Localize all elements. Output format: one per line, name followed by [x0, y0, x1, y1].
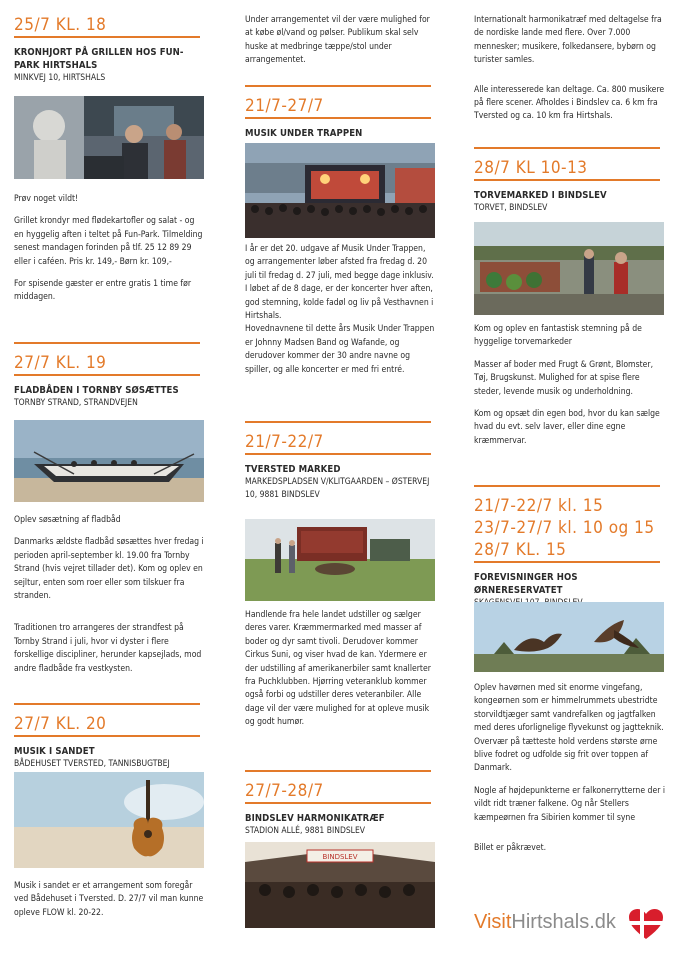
logo-text-part: Hirtshals [511, 911, 590, 933]
logo-text [474, 911, 616, 934]
event-title: BINDSLEV HARMONIKATRÆF [245, 813, 385, 824]
event-date: 28/7 KL 10-13 [474, 158, 588, 178]
event-title: TORVEMARKED I BINDSLEV [474, 190, 607, 201]
paragraph: Under arrangementet vil der være mulighed for at købe øl/vand og pølser. Publikum skal selv huske at medbringe tæppe/stol under arrangementet. [245, 15, 430, 66]
paragraph: Traditionen tro arrangeres der strandfest på Tornby Strand i juli, hvor vi dyster i flere forskellige discipliner, herunder kapsejlads, mod andre fladbåde fra vestkysten. [14, 623, 202, 674]
paragraph: Danmarks ældste fladbåd søsættes hver fredag i perioden april-september kl. 19.00 fra Tornby Strand (hvis vejret tillader det). Kom og oplev en sejltur, enten som roer eller som tilskuer fra stranden. [14, 537, 204, 602]
event-harmonikatraef-continued [474, 14, 666, 124]
banner-text: BINDSLEV [322, 853, 358, 861]
event-date: 21/7-22/7 kl. 15 [474, 496, 604, 516]
column-1 [14, 0, 204, 960]
photo-harmonika-tent [245, 842, 435, 928]
event-title: TVERSTED MARKED [245, 464, 341, 475]
logo-text-part: Visit [474, 911, 512, 933]
event-musik-i-sandet [14, 713, 204, 771]
photo-concert-stage [245, 143, 435, 238]
paragraph: Kom og opsæt din egen bod, hvor du kan sælge hvad du evt. selv laver, eller dine egne kræmmervar. [474, 409, 660, 446]
event-kronhjort [14, 14, 204, 85]
paragraph: Nogle af højdepunkterne er falkonerrytterne der i vildt ridt træner falkene. Og når Stellers kæmpeørnen fra Sibirien kommer til syne [474, 785, 665, 823]
event-kronhjort-text [14, 193, 204, 305]
divider [14, 735, 200, 737]
paragraph: For spisende gæster er entre gratis 1 time før middagen. [14, 279, 192, 303]
event-musik-under-trappen [245, 95, 435, 140]
event-title: MUSIK UNDER TRAPPEN [245, 128, 363, 139]
event-address: TORNBY STRAND, STRANDVEJEN [14, 398, 138, 408]
divider [245, 770, 431, 772]
column-2 [245, 0, 435, 960]
paragraph: Oplev havørnen med sit enorme vingefang, kongeørnen som er himmelrummets ubestridte storvildtjæger samt vandrefalken og jagtfalken med deres uforlignelige flyvekunst og jagtteknik. Overvær på tætteste hold verdens største ørne blive fodret og udfolde sig frit over toppen af Danmark. [474, 683, 664, 774]
divider [245, 117, 431, 119]
divider [245, 453, 431, 455]
divider [245, 421, 431, 423]
paragraph: Kom og oplev en fantastisk stemning på de hyggelige torvemarkeder [474, 324, 642, 348]
visithirtshals-logo [474, 906, 666, 940]
event-date: 25/7 KL. 18 [14, 15, 107, 35]
divider [245, 85, 431, 87]
paragraph: Prøv noget vildt! [14, 194, 79, 204]
event-date: 21/7-27/7 [245, 96, 324, 116]
divider [474, 147, 660, 149]
photo-torvemarked [474, 222, 664, 315]
paragraph: Musik i sandet er et arrangement som foregår ved Bådehuset i Tversted. D. 27/7 vil man kunne opleve FLOW kl. 20-22. [14, 881, 204, 918]
event-title: FLADBÅDEN I TORNBY SØSÆTTES [14, 385, 179, 396]
event-address: MARKEDSPLADSEN V/KLITGAARDEN – ØSTERVEJ 10, 9881 BINDSLEV [245, 477, 430, 500]
paragraph: Internationalt harmonikatræf med deltagelse fra de nordiske lande med flere. Over 7.000 mennesker; musikere, folkedansere, bybørn og turister samles. [474, 15, 662, 66]
paragraph: Handlende fra hele landet udstiller og sælger deres varer. Kræmmermarked med masser af boder og dyr samt tivoli. Derudover kommer Cirkus Suni, og viser hvad de kan. Ydermere er der udstilling af amerikanerbiler samt knallerter fra Puchklubben. Hjørring veteranklub kommer også forbi og udstiller deres veteranbiler. Alle dage vil der være mulighed for at opleve musik og godt humør. [245, 610, 431, 728]
event-date: 27/7 KL. 19 [14, 353, 107, 373]
divider [14, 36, 200, 38]
event-date: 23/7-27/7 kl. 10 og 15 [474, 518, 655, 538]
event-fladbaad-text [14, 514, 204, 676]
event-address: BÅDEHUSET TVERSTED, TANNISBUGTBEJ [14, 759, 170, 769]
event-musik-i-sandet-continued [245, 14, 435, 68]
column-3 [474, 0, 666, 960]
event-title: KRONHJORT PÅ GRILLEN HOS FUN-PARK HIRTSHALS [14, 47, 184, 71]
event-musik-under-trappen-text [245, 243, 435, 377]
event-torvemarked-text [474, 323, 666, 448]
photo-funpark-grill [14, 96, 204, 179]
heart-flag-icon [628, 908, 664, 940]
divider [14, 374, 200, 376]
event-fladbaad [14, 352, 204, 410]
photo-guitar-sand [14, 772, 204, 868]
event-tversted-marked [245, 431, 435, 502]
event-date: 28/7 KL. 15 [474, 540, 567, 560]
event-date: 21/7-22/7 [245, 432, 324, 452]
divider [474, 179, 660, 181]
paragraph: Masser af boder med Frugt & Grønt, Blomster, Tøj, Brugskunst. Mulighed for at spise flere steder, levende musik og underholdning. [474, 359, 654, 397]
photo-eagles [474, 602, 664, 672]
divider [245, 802, 431, 804]
event-title: FOREVISNINGER HOS ØRNERESERVATET [474, 572, 578, 596]
divider [14, 703, 200, 705]
paragraph: Oplev søsætning af fladbåd [14, 515, 121, 525]
paragraph: I år er det 20. udgave af Musik Under Trappen, og arrangementer løber afsted fra fredag d. 20 juli til fredag d. 27 juli, med begge dage inklusiv. I løbet af de 8 dage, er der koncerter hver aften, god stemning, kolde fadøl og liv på Vesthavnen i Hirtshals. [245, 244, 434, 322]
divider [474, 561, 660, 563]
event-oernereservat-text [474, 682, 666, 855]
paragraph: Hovednavnene til dette års Musik Under Trappen er Johnny Madsen Band og Wafande, og derudover kommer der 30 andre navne og spiller, og alle koncerter er med fri entré. [245, 324, 435, 375]
event-address: TORVET, BINDSLEV [474, 203, 548, 213]
event-musik-i-sandet-text [14, 880, 204, 920]
paragraph: Alle interesserede kan deltage. Ca. 800 musikere på flere scener. Afholdes i Bindslev ca. 6 km fra Tversted og ca. 10 km fra Hirtshals. [474, 84, 665, 122]
divider [14, 342, 200, 344]
event-tversted-marked-text [245, 609, 435, 730]
photo-market-circus [245, 519, 435, 601]
event-title: MUSIK I SANDET [14, 746, 95, 757]
logo-text-part: .dk [589, 911, 616, 933]
event-address: MINKVEJ 10, HIRTSHALS [14, 73, 106, 83]
paragraph: Grillet krondyr med flødekartofler og salat - og en hyggelig aften i teltet på Fun-Park. Tilmelding senest mandagen forinden på tlf. 25 12 89 29 eller i caféen. Pris kr. 149,- Børn kr. 109,- [14, 216, 203, 267]
divider [474, 485, 660, 487]
event-address: STADION ALLÉ, 9881 BINDSLEV [245, 826, 366, 836]
photo-fladbaad [14, 420, 204, 502]
event-harmonikatraef [245, 780, 435, 838]
event-date: 27/7-28/7 [245, 781, 324, 801]
event-date: 27/7 KL. 20 [14, 714, 107, 734]
paragraph: Billet er påkrævet. [474, 843, 547, 854]
event-torvemarked [474, 157, 666, 215]
event-oernereservat [474, 495, 666, 610]
